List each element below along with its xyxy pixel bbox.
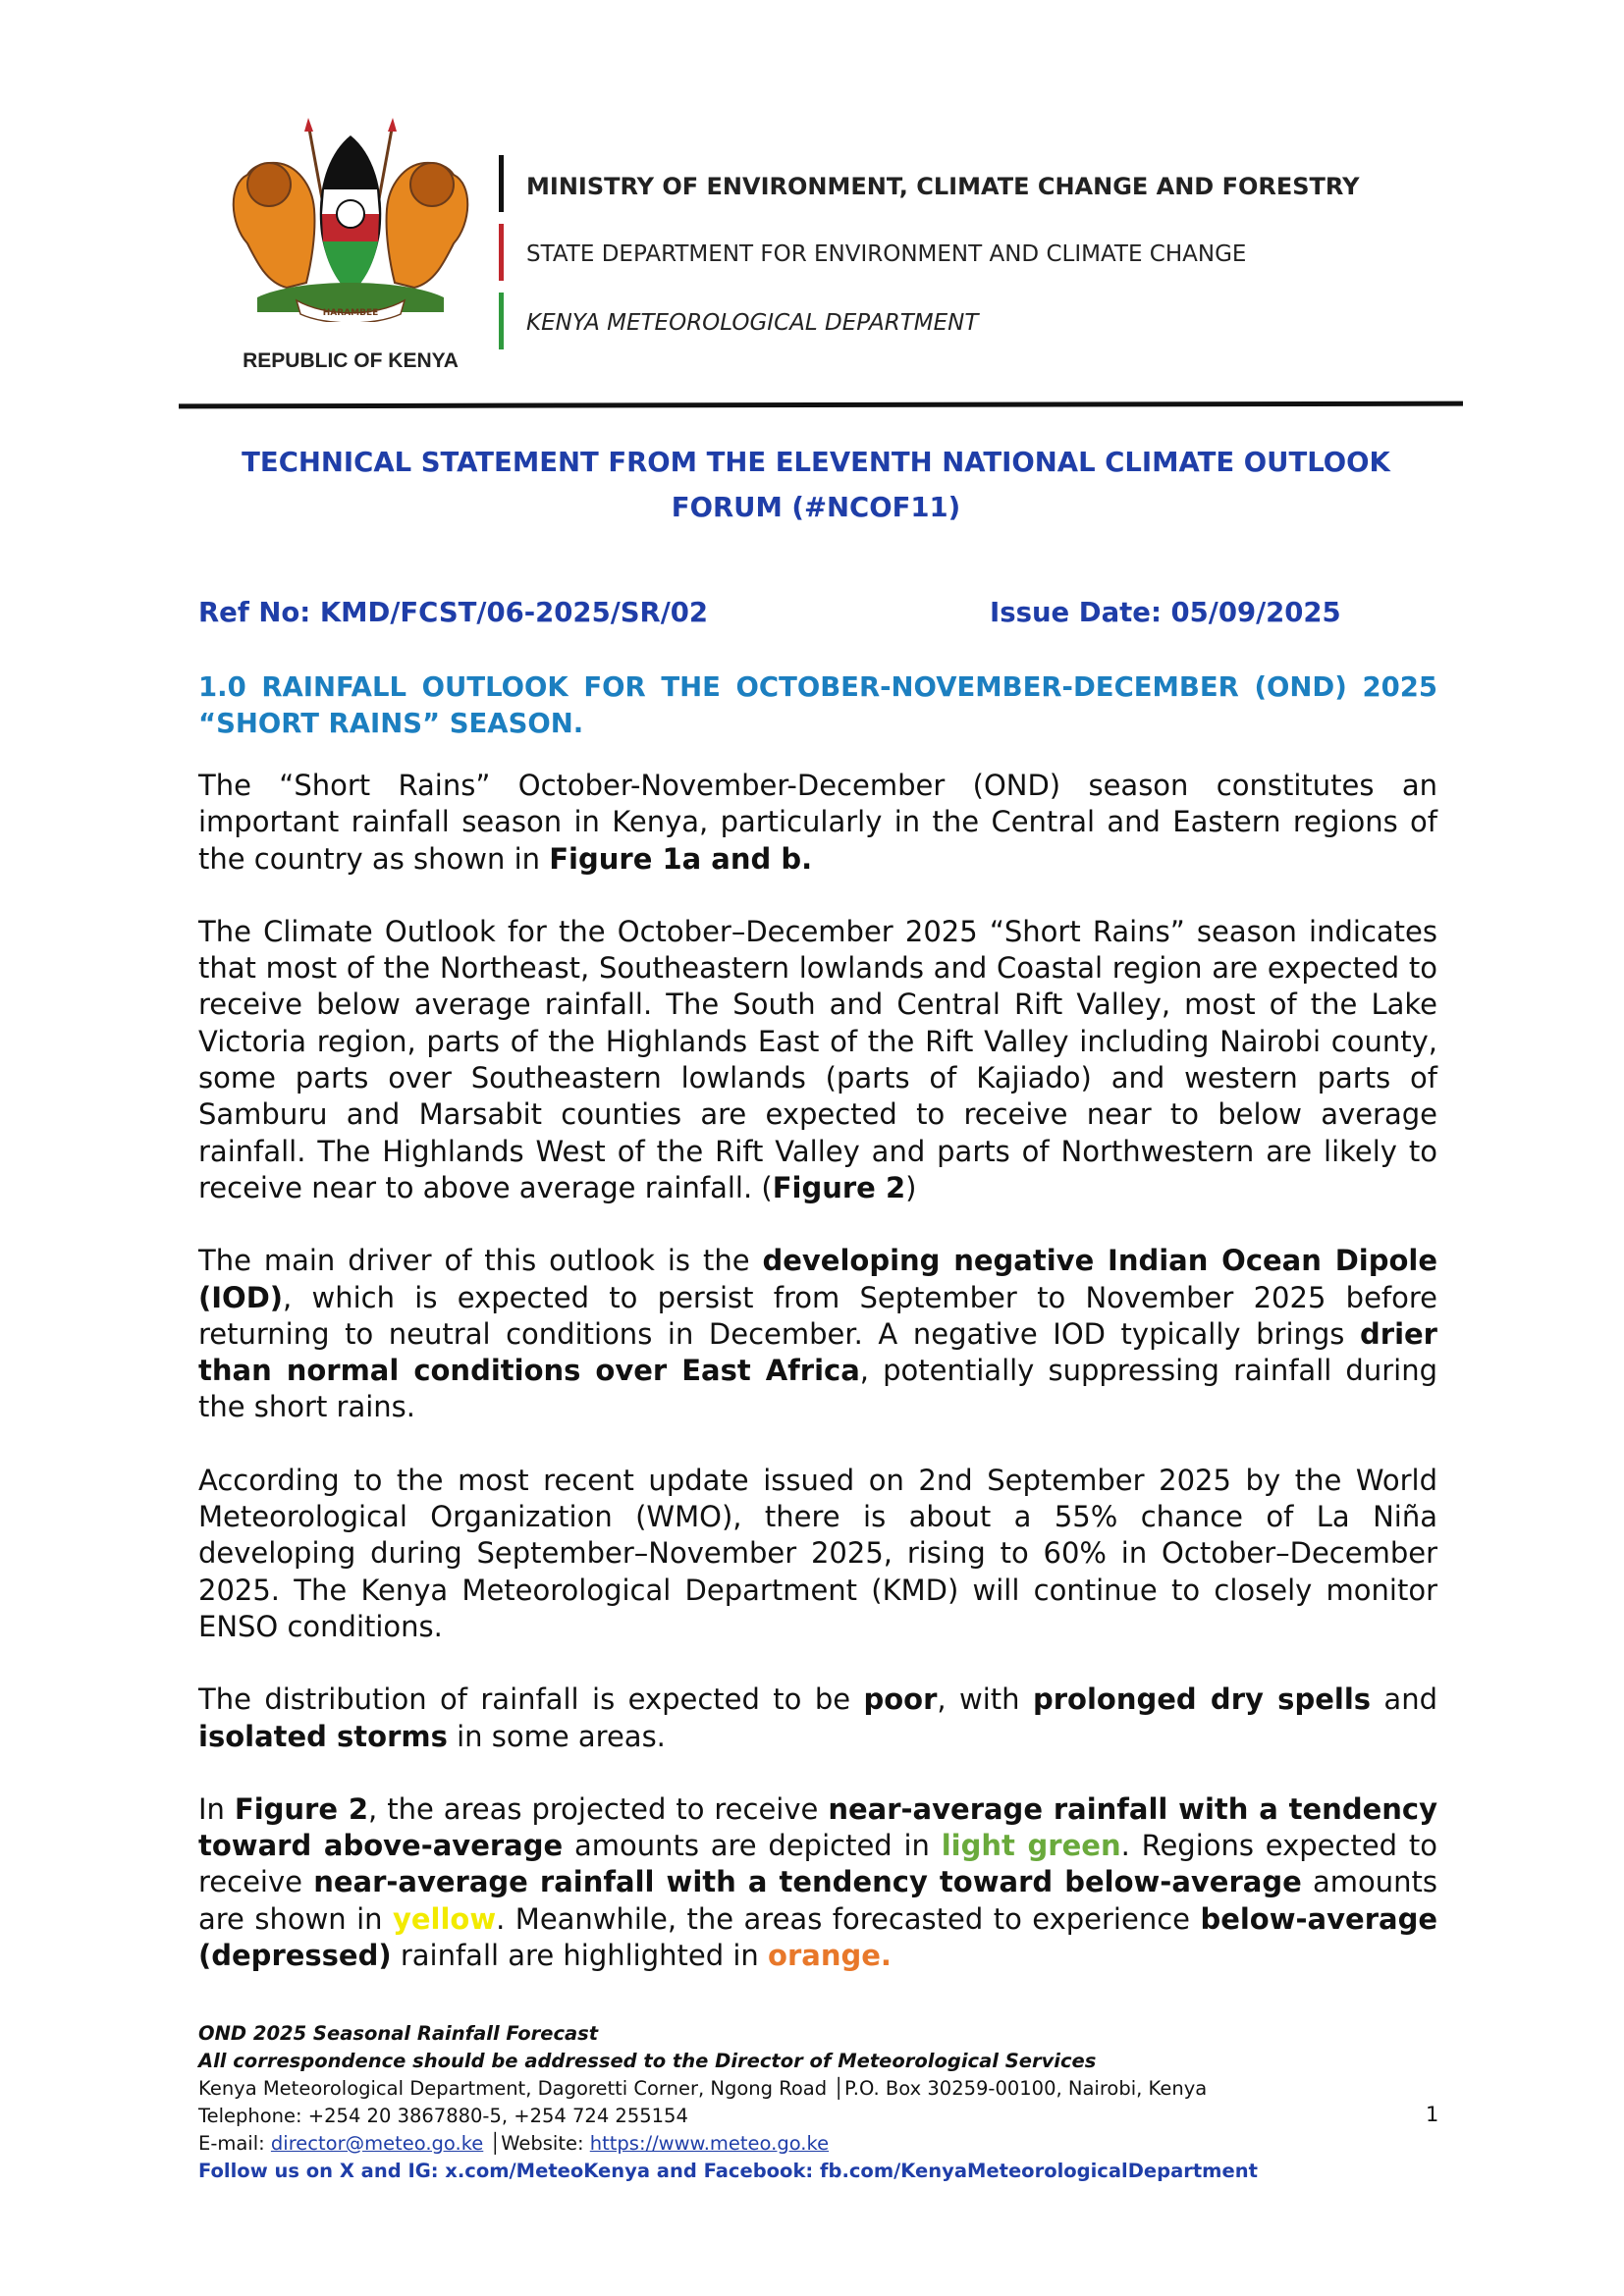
coat-of-arms — [218, 116, 483, 381]
paragraph-text-run: In — [198, 1791, 235, 1826]
paragraph-5 — [198, 1682, 1437, 1755]
paragraph-text-run: in some areas. — [447, 1719, 666, 1753]
paragraph-text-run: below-average (depressed) — [198, 1901, 1437, 1973]
reference-number: Ref No: KMD/FCST/06-2025/SR/02 — [198, 597, 709, 628]
state-department-name: STATE DEPARTMENT FOR ENVIRONMENT AND CLIMATE CHANGE — [526, 241, 1247, 267]
red-bar — [499, 224, 504, 281]
coat-of-arms-icon — [218, 116, 483, 322]
paragraph-text-run: The Climate Outlook for the October–December 2025 “Short Rains” season indicates that most of the Northeast, Southeastern lowlands and Coastal region are expected to receive below average rainfall. The South and Central Rift Valley, most of the Lake Victoria region, parts of the Highlands East of the Rift Valley including Nairobi county, some parts over Southeastern lowlands (parts of Kajiado) and western parts of Samburu and Marsabit counties are expected to receive near to below average rainfall. The Highlands West of the Rift Valley and parts of Northwestern are likely to receive near to above average rainfall. ( — [198, 914, 1437, 1204]
footer-correspondence: All correspondence should be addressed to the Director of Meteorological Services — [198, 2050, 1097, 2072]
paragraph-text-run: amounts are shown in — [198, 1865, 1437, 1936]
paragraph-text-run: . Regions expected to receive — [198, 1829, 1437, 1899]
ministry-name: MINISTRY OF ENVIRONMENT, CLIMATE CHANGE AND FORESTRY — [526, 173, 1360, 200]
paragraph-text-run: , the areas projected to receive — [368, 1791, 829, 1826]
paragraph-text-run: │Website: — [483, 2132, 590, 2155]
paragraph-text-run: amounts are depicted in — [563, 1829, 942, 1863]
header-divider — [179, 401, 1463, 409]
paragraph-text-run: According to the most recent update issued on 2nd September 2025 by the World Meteorological Organization (WMO), there is about a 55% chance of La Niña developing during September–November 2025, rising to 60% in October–December 2025. The Kenya Meteorological Department (KMD) will continue to closely monitor ENSO conditions. — [198, 1463, 1437, 1643]
body-text — [198, 768, 1437, 2010]
paragraph-text-run: The distribution of rainfall is expected to be — [198, 1682, 864, 1717]
email-link[interactable]: director@meteo.go.ke — [270, 2132, 484, 2155]
paragraph-text-run: near-average rainfall with a tendency toward above-average — [198, 1791, 1437, 1863]
title-line-2: FORUM (#NCOF11) — [671, 492, 961, 523]
black-bar — [499, 155, 504, 212]
paragraph-text-run: and — [1371, 1682, 1437, 1717]
crest-motto: HARAMBEE — [322, 308, 379, 318]
kmd-name: KENYA METEOROLOGICAL DEPARTMENT — [526, 310, 979, 336]
footer-social: Follow us on X and IG: x.com/MeteoKenya and Facebook: fb.com/KenyaMeteorologicalDepartment — [198, 2160, 1258, 2182]
green-bar — [499, 293, 504, 349]
paragraph-6 — [198, 1791, 1437, 1974]
paragraph-text-run: Figure 2 — [234, 1791, 369, 1826]
footer-telephone: Telephone: +254 20 3867880-5, +254 724 255154 — [198, 2105, 688, 2127]
paragraph-text-run: E-mail: — [198, 2132, 271, 2155]
paragraph-text-run: Figure 2 — [772, 1170, 906, 1204]
paragraph-text-run: prolonged dry spells — [1032, 1682, 1372, 1717]
paragraph-text-run: . Meanwhile, the areas forecasted to experience — [496, 1901, 1201, 1936]
paragraph-text-run: The “Short Rains” October-November-December (OND) season constitutes an important rainfall season in Kenya, particularly in the Central and Eastern regions of the country as shown in — [198, 769, 1437, 876]
footer-contact — [198, 2130, 1437, 2158]
paragraph-text-run: , potentially suppressing rainfall during the short rains. — [198, 1354, 1437, 1424]
title-line-1: TECHNICAL STATEMENT FROM THE ELEVENTH NATIONAL CLIMATE OUTLOOK — [242, 447, 1390, 478]
paragraph-1 — [198, 768, 1437, 878]
website-link[interactable]: https://www.meteo.go.ke — [589, 2132, 830, 2155]
yellow-label: yellow — [392, 1901, 497, 1936]
paragraph-text-run: drier than normal conditions over East Africa — [198, 1316, 1437, 1388]
issue-date: Issue Date: 05/09/2025 — [990, 597, 1341, 628]
paragraph-text-run: rainfall are highlighted in — [391, 1939, 769, 1973]
paragraph-text-run: , with — [937, 1682, 1033, 1717]
page-number: 1 — [1426, 2103, 1439, 2126]
paragraph-text-run: poor — [863, 1682, 938, 1717]
paragraph-2 — [198, 914, 1437, 1206]
section-heading: 1.0 RAINFALL OUTLOOK FOR THE OCTOBER-NOVEMBER-DECEMBER (OND) 2025 “SHORT RAINS” SEASON. — [198, 671, 1437, 739]
paragraph-3 — [198, 1243, 1437, 1425]
footer-forecast-title: OND 2025 Seasonal Rainfall Forecast — [198, 2022, 599, 2045]
paragraph-text-run: near-average rainfall with a tendency toward below-average — [313, 1865, 1302, 1899]
footer-address: Kenya Meteorological Department, Dagoretti Corner, Ngong Road │P.O. Box 30259-00100, Nairobi, Kenya — [198, 2077, 1208, 2100]
paragraph-text-run: The main driver of this outlook is the — [198, 1244, 763, 1278]
paragraph-4 — [198, 1463, 1437, 1645]
document-title — [196, 440, 1435, 530]
paragraph-text-run: ) — [905, 1170, 917, 1204]
reference-row — [198, 597, 1435, 628]
light-green-label: light green — [941, 1829, 1121, 1863]
paragraph-text-run: developing negative Indian Ocean Dipole (IOD) — [198, 1244, 1437, 1314]
paragraph-text-run: isolated storms — [198, 1719, 448, 1753]
footer — [198, 2020, 1437, 2185]
orange-label: orange. — [768, 1939, 892, 1973]
paragraph-text-run: , which is expected to persist from September to November 2025 before returning to neutral conditions in December. A negative IOD typically brings — [198, 1280, 1437, 1351]
paragraph-text-run: Figure 1a and b. — [549, 841, 813, 876]
crest-caption: REPUBLIC OF KENYA — [243, 349, 459, 372]
